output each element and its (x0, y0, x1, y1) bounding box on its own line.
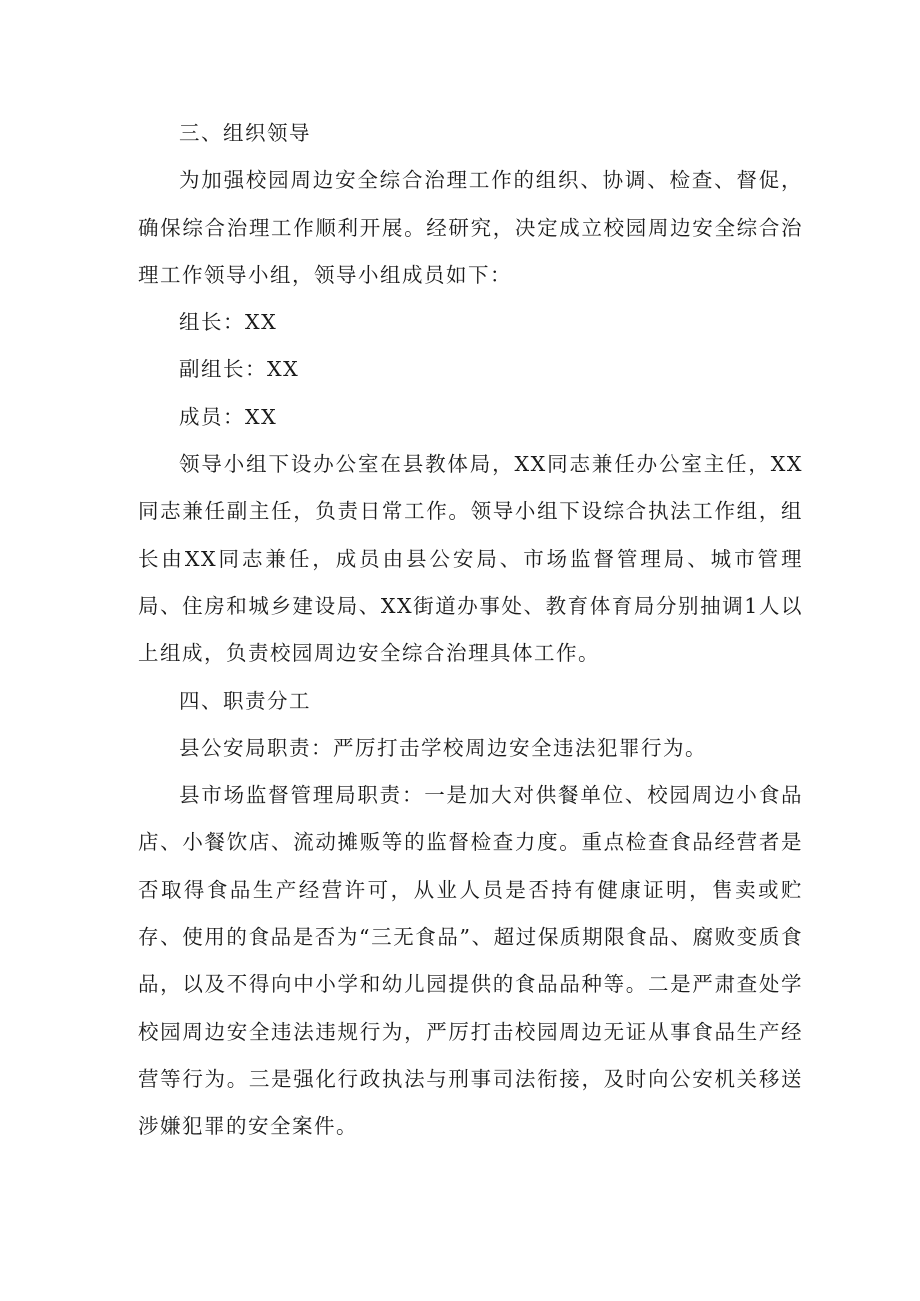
paragraph-purpose: 为加强校园周边安全综合治理工作的组织、协调、检查、督促，确保综合治理工作顺利开展。经研究，决定成立校园周边安全综合治理工作领导小组，领导小组成员如下： (138, 168, 803, 287)
member-deputy-leader: 副组长：XX (179, 357, 300, 382)
member-members: 成员：XX (179, 404, 278, 429)
paragraph-police-duties: 县公安局职责：严厉打击学校周边安全违法犯罪行为。 (179, 735, 707, 760)
section-heading-responsibilities: 四、职责分工 (179, 688, 311, 713)
paragraph-office-setup: 领导小组下设办公室在县教体局，XX同志兼任办公室主任，XX同志兼任副主任，负责日常工作。领导小组下设综合执法工作组，组长由XX同志兼任，成员由县公安局、市场监督管理局、城市管理局、住房和城乡建设局、XX街道办事处、教育体育局分别抽调1人以上组成，负责校园周边安全综合治理具体工作。 (138, 452, 803, 666)
member-leader: 组长：XX (179, 310, 278, 335)
document-body (138, 110, 803, 1151)
section-heading-organization: 三、组织领导 (179, 121, 311, 145)
paragraph-market-supervision-duties: 县市场监督管理局职责：一是加大对供餐单位、校园周边小食品店、小餐饮店、流动摊贩等的监督检查力度。重点检查食品经营者是否取得食品生产经营许可，从业人员是否持有健康证明，售卖或贮存、使用的食品是否为“三无食品”、超过保质期限食品、腐败变质食品，以及不得向中小学和幼儿园提供的食品品种等。二是严肃查处学校园周边安全违法违规行为，严厉打击校园周边无证从事食品生产经营等行为。三是强化行政执法与刑事司法衔接，及时向公安机关移送涉嫌犯罪的安全案件。 (138, 783, 803, 1139)
